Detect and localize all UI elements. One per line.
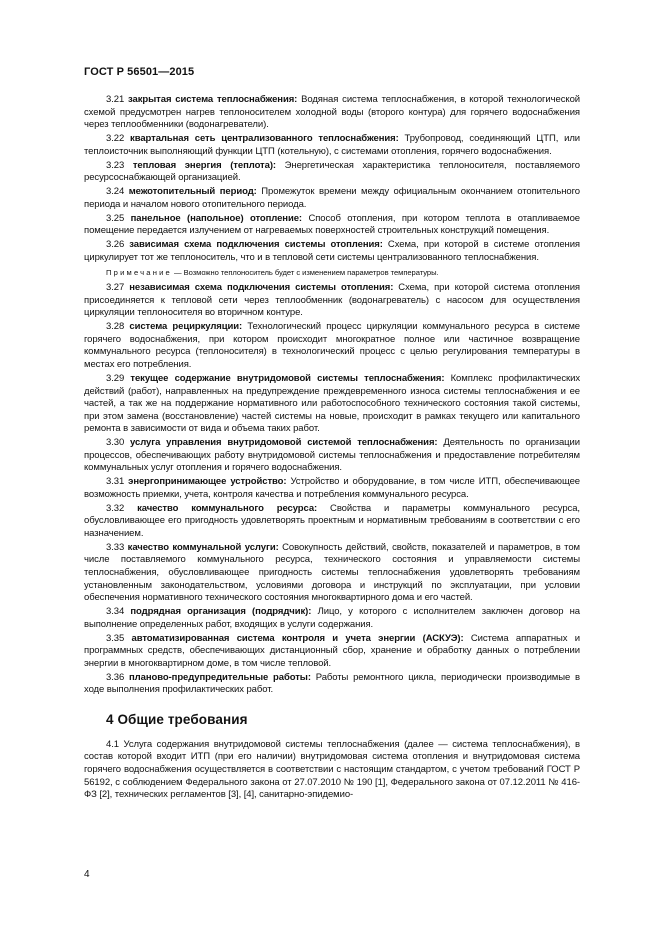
note-label: Примечание (106, 268, 172, 278)
definition-term: независимая схема подключения системы отопления: (129, 282, 394, 294)
definition-number: 3.22 (106, 133, 125, 145)
definition-number: 3.25 (106, 212, 125, 224)
definition-number: 3.30 (106, 437, 125, 449)
definition-term: качество коммунального ресурса: (137, 502, 318, 514)
definition-term: качество коммунальной услуги: (127, 541, 279, 553)
definition-term: тепловая энергия (теплота): (132, 159, 277, 171)
definition-paragraph (84, 94, 580, 132)
note-text: — Возможно теплоноситель будет с изменением параметров температуры. (171, 268, 439, 278)
definition-text: Технологический процесс циркуляции коммунального ресурса в системе горячего водоснабжения, при котором происходит многократное полное или частичное возвращение коммунального ресурса (теплоносителя) в технологический процесс с целью регулирования температуры в местах его потребления. (84, 321, 580, 371)
definition-term: закрытая система теплоснабжения: (128, 94, 298, 105)
definition-number: 3.24 (106, 186, 125, 198)
definition-paragraph (84, 133, 580, 158)
definition-paragraph (84, 373, 580, 436)
definition-term: зависимая схема подключения системы отопления: (129, 239, 383, 251)
definition-text: Совокупность действий, свойств, показателей и параметров, в том числе поставляемого коммунального ресурса, технического состояния и управляемости системы теплоснабжения, обусловливающее пригодность системы теплоснабжения удовлетворять требованиям установленным законодательством, условиями договора и инструкций по эксплуатации, при условии обеспечения нормативного технического состояния многоквартирного дома и его частей. (84, 541, 580, 604)
document-body (84, 94, 580, 803)
definition-number: 3.28 (106, 321, 125, 333)
definitions-list-continued (84, 282, 580, 697)
definition-number: 3.31 (106, 476, 125, 488)
definition-paragraph (84, 542, 580, 605)
definition-number: 3.34 (106, 606, 125, 618)
definition-text: Энергетическая характеристика теплоносителя, поставляемого ресурсоснабжающей организацией. (84, 159, 580, 184)
definition-paragraph (84, 437, 580, 475)
definition-term: панельное (напольное) отопление: (130, 212, 303, 224)
definition-number: 3.33 (106, 541, 125, 553)
definition-number: 3.35 (106, 632, 125, 644)
definition-paragraph (84, 503, 580, 541)
section-paragraph: 4.1 Услуга содержания внутридомовой системы теплоснабжения (далее — система теплоснабжения), в состав которой входит ИТП (при его наличии) внутридомовая система отопления и внутридомовая система горячего водоснабжения осуществляется в соответствии с настоящим стандартом, с учетом требований ГОСТ Р 56192, с соблюдением Федерального закона от 27.07.2010 № 190 [1], Федерального закона от 07.12.2011 № 416-ФЗ [2], технических регламентов [3], [4], санитарно-эпидемио- (84, 738, 580, 801)
definition-text: Схема, при которой в системе отопления циркулирует тот же теплоноситель, что и в тепловой сети системы централизованного теплоснабжения. (84, 239, 580, 263)
definition-text: Трубопровод, соединяющий ЦТП, или теплоисточник выполняющий функции ЦТП (котельную), с системами отопления, горячего водоснабжения. (84, 133, 581, 157)
definition-paragraph (84, 186, 580, 211)
definition-text: Свойства и параметры коммунального ресурса, обусловливающее его пригодность удовлетворять проектным и нормативным требованиям в соответствии с его назначением. (84, 502, 580, 539)
section-heading: 4 Общие требования (106, 711, 248, 727)
definition-term: подрядная организация (подрядчик): (130, 606, 312, 618)
definition-text: Деятельность по организации процессов, обеспечивающих работу внутридомовой системы теплоснабжения и предоставление потребителям коммунальных услуг отопления и горячего водоснабжения. (84, 437, 580, 474)
definition-paragraph (84, 633, 580, 671)
definition-text: Промежуток времени между официальным окончанием отопительного периода и началом нового отопительного периода. (84, 186, 580, 210)
note-paragraph (84, 267, 580, 278)
definition-number: 3.26 (106, 239, 125, 251)
definition-number: 3.23 (106, 159, 125, 171)
definition-term: энергопринимающее устройство: (128, 476, 287, 488)
definition-text: Система аппаратных и программных средств, обеспечивающих дистанционный сбор, хранение и обработку данных о потреблении энергии в многоквартирном доме, в том числе тепловой. (84, 632, 580, 669)
definition-text: Способ отопления, при котором теплота в отапливаемое помещение передается излучением от нагреваемых поверхностей строительных конструкций помещения. (84, 212, 581, 237)
definition-term: планово-предупредительные работы: (129, 671, 311, 683)
definition-text: Схема, при которой система отопления присоединяется к тепловой сети через теплообменник (водонагреватель) с насосом для осуществления циркуляции теплоносителя во вторичном контуре. (84, 282, 580, 319)
definition-text: Устройство и оборудование, в том числе ИТП, обеспечивающее возможность приемки, учета, контроля качества и потребления коммунального ресурса. (84, 476, 581, 500)
definition-term: текущее содержание внутридомовой системы теплоснабжения: (130, 372, 445, 384)
definition-paragraph (84, 282, 580, 320)
definition-number: 3.21 (106, 94, 125, 105)
definition-term: квартальная сеть централизованного теплоснабжения: (130, 133, 399, 145)
definition-text: Работы ремонтного цикла, периодически производимые в ходе выполнения профилактических работ. (84, 671, 581, 696)
definitions-list (84, 94, 580, 264)
definition-paragraph (84, 476, 580, 501)
page-number: 4 (84, 869, 90, 880)
definition-number: 3.29 (106, 372, 125, 384)
definition-number: 3.36 (106, 671, 125, 683)
definition-number: 3.32 (106, 502, 125, 514)
definition-paragraph (84, 239, 580, 264)
definition-paragraph (84, 213, 580, 238)
definition-paragraph (84, 160, 580, 185)
definition-number: 3.27 (106, 282, 125, 294)
definition-paragraph (84, 321, 580, 371)
definition-paragraph (84, 672, 580, 697)
standard-header: ГОСТ Р 56501—2015 (84, 66, 195, 78)
definition-text: Комплекс профилактических действий (работ), направленных на предупреждение преждевременного износа системы теплоснабжения и ее частей, а так же на поддержание нормативного или работоспособного технического состояния такой системы, при этом замена (восстановление) частей системы на новые, происходит в рамках текущего или капитального ремонта в зависимости от вида и объема таких работ. (84, 372, 580, 435)
definition-text: Лицо, у которого с исполнителем заключен договор на выполнение определенных работ, входящих в услуги содержания. (84, 606, 580, 630)
definition-term: автоматизированная система контроля и учета энергии (АСКУЭ): (131, 632, 464, 644)
definition-text: Водяная система теплоснабжения, в которой технологической схемой предусмотрен нагрев теплоносителем холодной воды (второго контура) для горячего водоснабжения через теплообменники (водонагреватели). (84, 94, 581, 131)
definition-term: услуга управления внутридомовой системой теплоснабжения: (130, 437, 438, 449)
definition-term: межотопительный период: (128, 186, 257, 198)
definition-term: система рециркуляции: (129, 321, 243, 333)
definition-paragraph (84, 606, 580, 631)
